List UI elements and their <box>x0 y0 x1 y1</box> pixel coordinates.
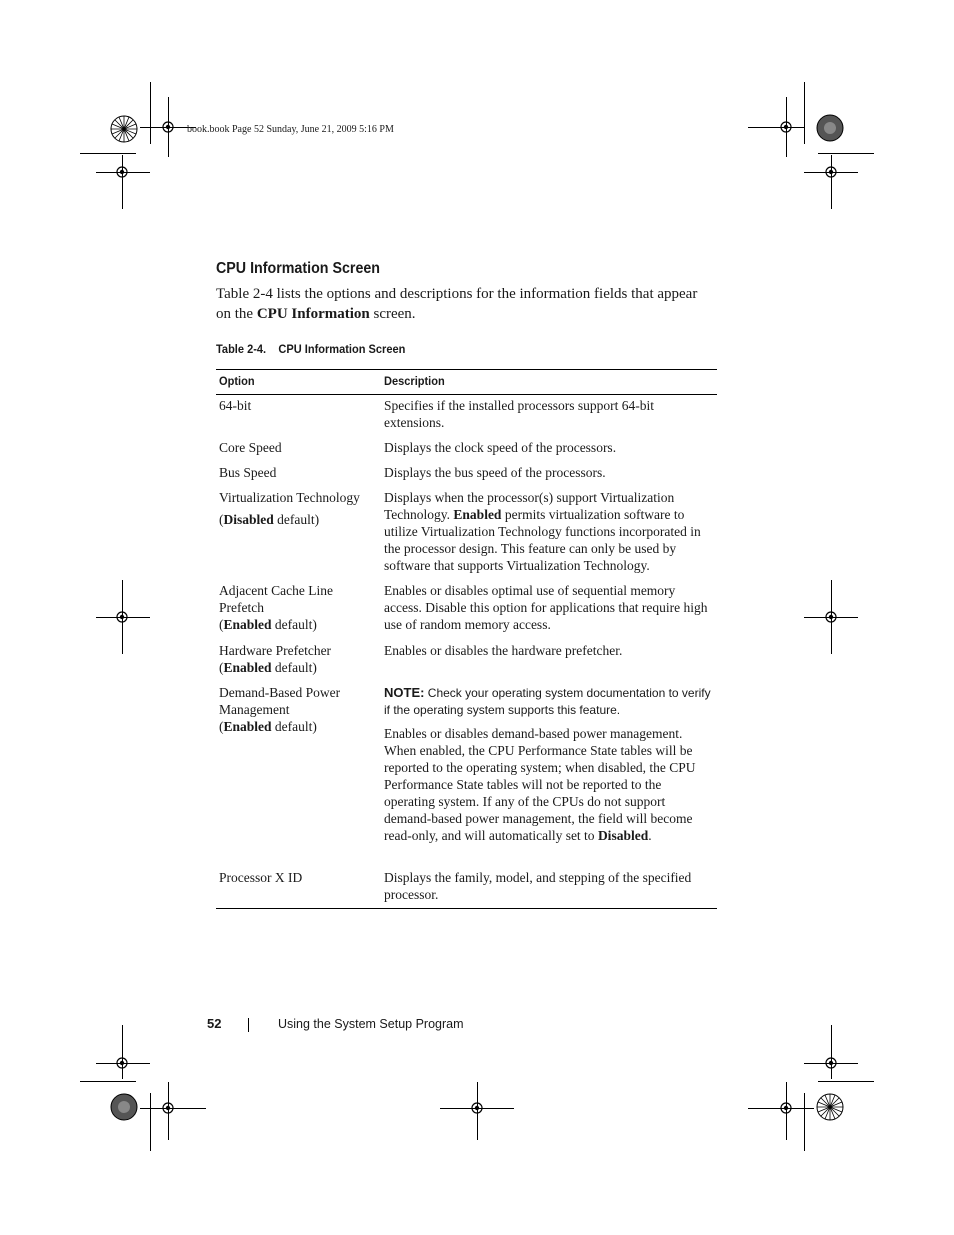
description-bold: Enabled <box>453 507 502 522</box>
crosshair-target-icon <box>779 1101 793 1115</box>
default-value: Enabled <box>223 660 272 675</box>
crop-mark <box>818 1081 874 1082</box>
page-number: 52 <box>207 1016 222 1031</box>
description-virtualization-technology <box>384 489 714 574</box>
table-top-rule <box>216 369 717 370</box>
description-processor-x-id: Displays the family, model, and stepping of the specified processor. <box>384 870 692 902</box>
note-callout <box>384 684 714 719</box>
option-adjacent-cache-line-prefetch <box>219 582 359 633</box>
crosshair-target-icon <box>779 120 793 134</box>
crop-mark <box>150 82 151 144</box>
crosshair-target-icon <box>824 1056 838 1070</box>
option-default: (Enabled default) <box>219 660 317 675</box>
description-adjacent-cache-line-prefetch: Enables or disables optimal use of sequential memory access. Disable this option for applications that require high use of random memory access. <box>384 583 708 632</box>
crop-mark <box>831 155 832 209</box>
description-text: permits virtualization software to utilize Virtualization Technology functions incorporated in the processor design. This feature can only be used by software that supports Virtualization Technology. <box>384 507 701 573</box>
option-virtualization-technology <box>219 489 377 528</box>
description-demand-based-power-management <box>384 684 714 844</box>
description-bus-speed: Displays the bus speed of the processors. <box>384 465 606 480</box>
intro-text-bold: CPU Information <box>256 305 370 322</box>
option-processor-x-id: Processor X ID <box>219 870 303 885</box>
description-core-speed: Displays the clock speed of the processors. <box>384 440 617 455</box>
column-header-option: Option <box>219 374 255 388</box>
print-slug: book.book Page 52 Sunday, June 21, 2009 5:16 PM <box>187 124 394 135</box>
description-text: Enables or disables demand-based power management. When enabled, the CPU Performance State tables will be reported to the operating system; when disabled, the CPU Performance State tables will not be reported to the operating system. If any of the CPUs do not support demand-based power management, the field will become read-only, and will automatically set to <box>384 726 696 843</box>
default-suffix: default) <box>273 512 320 527</box>
default-suffix: default) <box>271 660 317 675</box>
table-bottom-rule <box>216 908 717 909</box>
option-core-speed: Core Speed <box>219 440 282 455</box>
option-default: (Enabled default) <box>219 719 317 734</box>
chapter-title: Using the System Setup Program <box>278 1017 464 1031</box>
crop-mark <box>818 153 874 154</box>
crop-mark <box>804 1093 805 1151</box>
description-text: . <box>648 828 652 843</box>
registration-rosette-icon <box>816 1093 844 1121</box>
crop-mark <box>122 1025 123 1079</box>
crosshair-target-icon <box>115 610 129 624</box>
description-64-bit: Specifies if the installed processors support 64-bit extensions. <box>384 398 654 430</box>
header-rule <box>216 394 717 395</box>
table-caption-title: CPU Information Screen <box>278 342 406 356</box>
registration-rosette-icon <box>816 114 844 142</box>
crop-mark <box>122 155 123 209</box>
default-value: Enabled <box>223 719 272 734</box>
crop-mark <box>748 127 804 128</box>
default-suffix: default) <box>271 719 317 734</box>
option-demand-based-power-management <box>219 684 359 735</box>
intro-paragraph <box>216 285 706 324</box>
option-default: (Disabled default) <box>219 512 320 527</box>
crop-mark <box>80 1081 136 1082</box>
crosshair-target-icon <box>470 1101 484 1115</box>
note-label: NOTE: <box>384 685 425 700</box>
option-bus-speed: Bus Speed <box>219 465 277 480</box>
crosshair-target-icon <box>824 610 838 624</box>
option-hardware-prefetcher <box>219 642 377 676</box>
option-name: Adjacent Cache Line Prefetch <box>219 583 333 615</box>
option-default: (Enabled default) <box>219 617 317 632</box>
option-64-bit: 64-bit <box>219 398 252 413</box>
registration-rosette-icon <box>110 115 138 143</box>
description-bold: Disabled <box>597 828 649 843</box>
default-value: Enabled <box>223 617 272 632</box>
crop-mark <box>150 1093 151 1151</box>
section-title: CPU Information Screen <box>216 260 381 277</box>
footer-divider <box>248 1018 249 1032</box>
crosshair-target-icon <box>161 1101 175 1115</box>
option-name: Hardware Prefetcher <box>219 643 332 658</box>
registration-rosette-icon <box>110 1093 138 1121</box>
option-name: Demand-Based Power Management <box>219 685 341 717</box>
column-header-description: Description <box>384 374 445 388</box>
crosshair-target-icon <box>824 165 838 179</box>
crop-mark <box>831 1025 832 1079</box>
table-caption-label: Table 2-4. <box>216 342 267 356</box>
crosshair-target-icon <box>161 120 175 134</box>
crosshair-target-icon <box>115 165 129 179</box>
description-hardware-prefetcher: Enables or disables the hardware prefetcher. <box>384 643 623 658</box>
intro-text-post: screen. <box>369 305 416 322</box>
crop-mark <box>80 153 136 154</box>
default-value: Disabled <box>223 512 274 527</box>
option-name: Virtualization Technology <box>219 490 360 505</box>
note-text: Check your operating system documentation to verify if the operating system supports this feature. <box>384 686 711 717</box>
default-suffix: default) <box>271 617 317 632</box>
description-text: Displays when the processor(s) support Virtualization Technology. <box>384 490 675 522</box>
crosshair-target-icon <box>115 1056 129 1070</box>
intro-text-pre: Table 2-4 lists the options and descriptions for the information fields that appear on the <box>216 286 698 322</box>
description-body <box>384 725 714 844</box>
table-caption <box>216 342 405 356</box>
crop-mark <box>804 82 805 144</box>
